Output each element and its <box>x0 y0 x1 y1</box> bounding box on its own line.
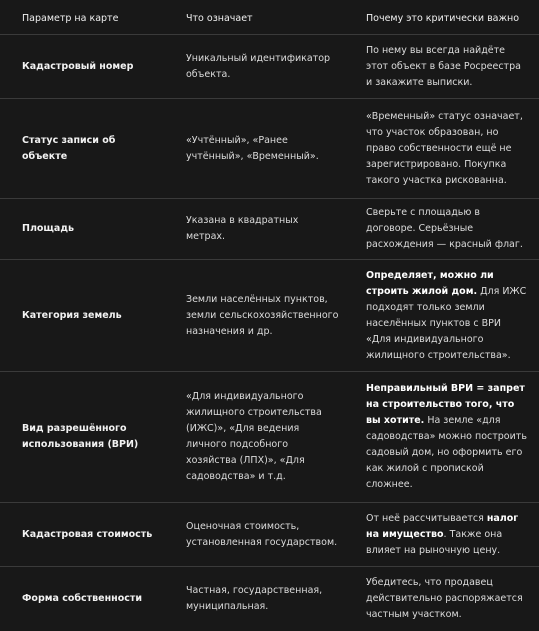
importance-text: «Временный» статус означает, что участок образован, но право собственности ещё не зарегистрировано. Покупка такого участка рискованна. <box>366 110 523 186</box>
meaning-cell: Уникальный идентификатор объекта. <box>166 35 346 99</box>
importance-cell <box>346 35 539 99</box>
table-row <box>0 372 539 503</box>
param-cell: Категория земель <box>0 260 166 372</box>
importance-bold-text: Неправильный ВРИ = запрет на строительство того, что вы хотите. <box>366 383 525 426</box>
importance-cell <box>346 199 539 260</box>
importance-text: Сверьте с площадью в договоре. Серьёзные расхождения — красный флаг. <box>366 207 523 250</box>
importance-cell <box>346 503 539 567</box>
importance-text: Убедитесь, что продавец действительно распоряжается частным участком. <box>366 576 523 620</box>
importance-cell <box>346 260 539 372</box>
importance-text: На земле «для садоводства» можно построить садовый дом, но оформить его как жилой с пропиской сложнее. <box>366 415 527 490</box>
param-cell: Статус записи об объекте <box>0 99 166 199</box>
importance-cell <box>346 99 539 199</box>
meaning-cell: Земли населённых пунктов, земли сельскохозяйственного назначения и др. <box>166 260 346 372</box>
importance-text: От неё рассчитывается <box>366 512 487 524</box>
param-cell: Кадастровая стоимость <box>0 503 166 567</box>
param-cell: Площадь <box>0 199 166 260</box>
meaning-cell: Оценочная стоимость, установленная государством. <box>166 503 346 567</box>
meaning-cell: Указана в квадратных метрах. <box>166 199 346 260</box>
table-header-row <box>0 0 539 35</box>
meaning-cell: «Учтённый», «Ранее учтённый», «Временный». <box>166 99 346 199</box>
table-row <box>0 99 539 199</box>
table-row <box>0 199 539 260</box>
table-row <box>0 567 539 631</box>
importance-text: Для ИЖС подходят только земли населённых пунктов с ВРИ «Для индивидуального жилищного строительства». <box>366 285 527 361</box>
table-row <box>0 260 539 372</box>
importance-text: . Также она влияет на рыночную цену. <box>366 528 503 556</box>
header-importance: Почему это критически важно <box>346 0 539 35</box>
header-parameter: Параметр на карте <box>0 0 166 35</box>
param-cell: Вид разрешённого использования (ВРИ) <box>0 372 166 503</box>
importance-cell <box>346 372 539 503</box>
importance-cell <box>346 567 539 631</box>
table-row <box>0 35 539 99</box>
header-meaning: Что означает <box>166 0 346 35</box>
meaning-cell: «Для индивидуального жилищного строительства (ИЖС)», «Для ведения личного подсобного хозяйства (ЛПХ)», «Для садоводства» и т.д. <box>166 372 346 503</box>
table-row <box>0 503 539 567</box>
importance-bold-text: налог на имущество <box>366 512 519 540</box>
meaning-cell: Частная, государственная, муниципальная. <box>186 584 323 612</box>
param-cell: Кадастровый номер <box>0 35 166 99</box>
importance-bold-text: Определяет, можно ли строить жилой дом. <box>366 269 494 297</box>
param-cell: Форма собственности <box>22 592 143 604</box>
importance-text: По нему вы всегда найдёте этот объект в базе Росреестра и закажите выписки. <box>366 44 521 88</box>
